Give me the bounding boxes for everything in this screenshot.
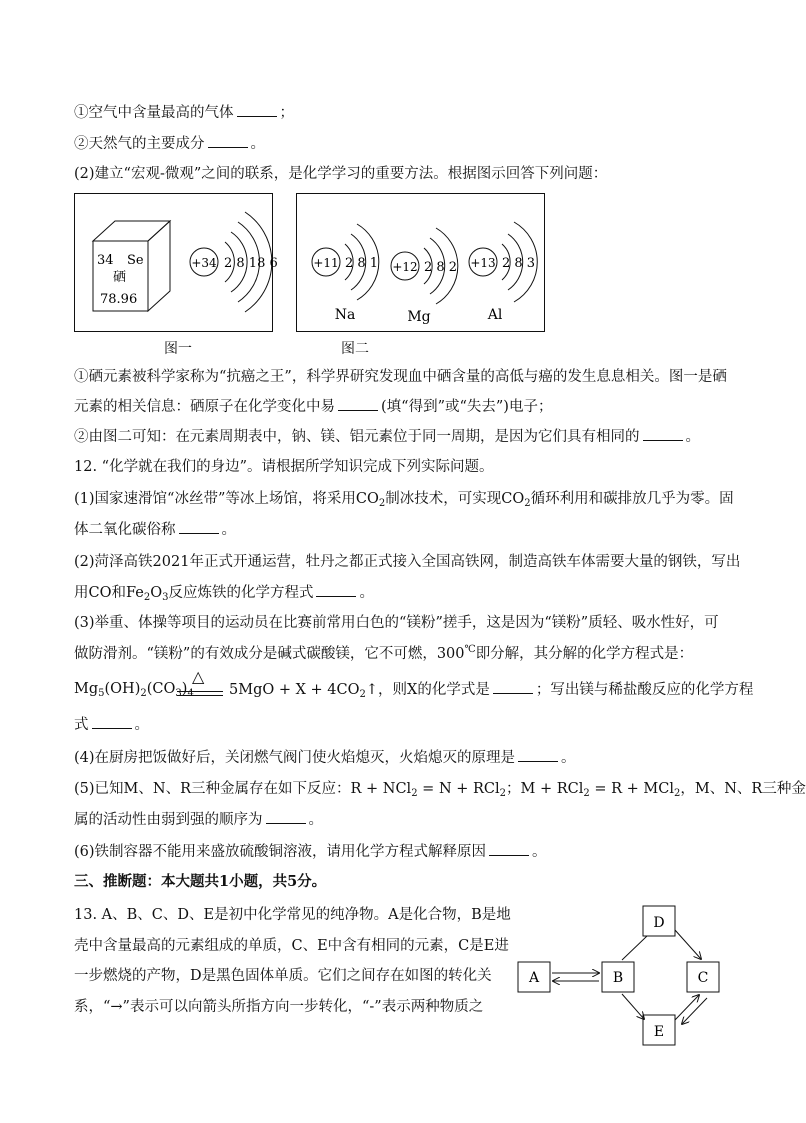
mg-shells: 2 8 2 — [424, 260, 458, 275]
text: 反应炼铁的化学方程式 — [168, 585, 314, 601]
answer-blank[interactable] — [179, 520, 219, 534]
answer-blank[interactable] — [338, 397, 378, 411]
question-text: ②由图二可知：在元素周期表中，钠、镁、铝元素位于同一周期，是因为它们具有相同的 — [74, 429, 640, 445]
atomic-mass: 78.96 — [100, 292, 138, 307]
na-label: Na — [334, 307, 356, 323]
answer-blank[interactable] — [518, 748, 558, 762]
subscript: 2 — [583, 788, 590, 799]
answer-blank[interactable] — [643, 427, 683, 441]
text: 用CO和Fe — [74, 585, 144, 601]
al-nucleus: +13 — [470, 256, 496, 270]
node-a-label: A — [528, 970, 540, 986]
atom-structures — [297, 194, 544, 331]
text: 做防滑剂。“镁粉”的有效成分是碱式碳酸镁，它不可燃，300 — [74, 646, 465, 662]
node-b-label: B — [612, 970, 624, 986]
mg-nucleus: +12 — [392, 260, 418, 274]
mg-label: Mg — [407, 309, 431, 325]
punctuation: 。 — [134, 717, 149, 733]
punctuation: 。 — [685, 429, 700, 445]
question-text: ①空气中含量最高的气体 — [74, 105, 234, 121]
text: ，M、N、R三种金 — [680, 781, 806, 797]
subscript: 2 — [524, 498, 531, 509]
answer-blank[interactable] — [92, 715, 132, 729]
figure-1-selenium — [74, 193, 278, 332]
arrow-d-to-c — [675, 930, 701, 959]
text: = R + MCl — [589, 781, 675, 797]
text: ；写出镁与稀盐酸反应的化学方程 — [535, 682, 754, 698]
text: 式 — [74, 717, 89, 733]
subscript: 2 — [411, 788, 418, 799]
selenium-line-1: ①硒元素被科学家称为“抗癌之王”，科学界研究发现血中硒含量的高低与癌的发生息息相关。图一是硒 — [74, 369, 727, 385]
text: 5MgO + X + 4CO — [229, 682, 360, 698]
selenium-line-3 — [74, 427, 700, 446]
text: 体二氧化碳俗称 — [74, 522, 176, 538]
punctuation: 。 — [359, 585, 374, 601]
subscript: 2 — [674, 788, 681, 799]
q12-part-3-line-4 — [74, 715, 149, 734]
text: ) — [181, 681, 188, 697]
q13-line-1: 13. A、B、C、D、E是初中化学常见的纯净物。A是化合物，B是地 — [74, 907, 511, 923]
text: (OH) — [104, 681, 141, 697]
punctuation: 。 — [221, 522, 236, 538]
section-3-heading: 三、推断题：本大题共1小题，共5分。 — [74, 873, 327, 890]
answer-blank[interactable] — [266, 810, 306, 824]
figure-2-atoms — [296, 193, 545, 332]
node-d-label: D — [653, 915, 665, 931]
selenium-line-2 — [74, 397, 552, 416]
answer-blank[interactable] — [493, 680, 533, 694]
q13-line-4: 系，“→”表示可以向箭头所指方向一步转化，“-”表示两种物质之 — [74, 999, 484, 1015]
q12-part-1-line-1 — [74, 490, 734, 508]
conversion-diagram — [510, 900, 740, 1055]
nucleus-charge: +34 — [191, 256, 217, 270]
arrow-b-to-e — [622, 994, 644, 1019]
q12-part-3-line-2 — [74, 645, 693, 663]
al-label: Al — [487, 307, 503, 323]
figure-2-caption: 图二 — [341, 341, 369, 357]
text: 属的活动性由弱到强的顺序为 — [74, 812, 263, 828]
q13-line-2: 壳中含量最高的元素组成的单质，C、E中含有相同的元素，C是E进 — [74, 938, 509, 954]
al-shells: 2 8 3 — [502, 256, 536, 271]
text: ↑，则X的化学式是 — [365, 682, 490, 698]
question-12-title: 12. “化学就在我们的身边”。请根据所学知识完成下列实际问题。 — [74, 459, 494, 475]
arrow-e-to-c — [675, 995, 699, 1020]
q12-part-5-line-1 — [74, 780, 806, 798]
answer-blank[interactable] — [316, 583, 356, 597]
q12-part-2-line-2 — [74, 583, 374, 602]
text: (CO — [146, 681, 176, 697]
text: O — [150, 585, 163, 601]
answer-blank[interactable] — [208, 134, 248, 148]
subscript: 2 — [499, 788, 507, 799]
q12-part-3-line-1: (3)举重、体操等项目的运动员在比赛前常用白色的“镁粉”搓手，这是因为“镁粉”质轻、吸水性好，可 — [74, 615, 719, 631]
electron-shells: 2 8 18 6 — [224, 256, 278, 271]
subscript: 2 — [140, 688, 147, 699]
text: 循环利用和碳排放几乎为零。固 — [530, 491, 734, 507]
na-nucleus: +11 — [313, 256, 339, 270]
equation-left — [74, 680, 194, 698]
selenium-diagram — [75, 194, 278, 331]
subscript: 2 — [378, 498, 386, 509]
q12-part-4 — [74, 748, 576, 767]
node-c-label: C — [697, 970, 709, 986]
punctuation: 。 — [532, 844, 547, 860]
question-text: (填“得到”或“失去”)电子； — [381, 399, 553, 415]
heat-triangle-icon: △ — [192, 667, 205, 686]
answer-blank[interactable] — [489, 842, 529, 856]
question-text: 元素的相关信息：硒原子在化学变化中易 — [74, 399, 335, 415]
equals-double-line — [177, 691, 223, 696]
arrow-c-to-e — [682, 998, 707, 1024]
question-air — [74, 103, 294, 122]
punctuation: 。 — [308, 812, 323, 828]
q13-line-3: 一步燃烧的产物，D是黑色固体单质。它们之间存在如图的转化关 — [74, 968, 492, 984]
subscript: 2 — [359, 689, 366, 700]
subscript: 5 — [98, 688, 105, 699]
subscript: 3 — [162, 592, 169, 603]
node-e-label: E — [653, 1024, 665, 1040]
text: (6)铁制容器不能用来盛放硫酸铜溶液，请用化学方程式解释原因 — [74, 844, 487, 860]
question-natural-gas — [74, 134, 265, 153]
figure-1-caption: 图一 — [164, 341, 192, 357]
text: (5)已知M、N、R三种金属存在如下反应：R + NCl — [74, 781, 412, 797]
question-2-intro: (2)建立“宏观-微观”之间的联系，是化学学习的重要方法。根据图示回答下列问题： — [74, 166, 608, 182]
text: (4)在厨房把饭做好后，关闭燃气阀门使火焰熄灭，火焰熄灭的原理是 — [74, 750, 516, 766]
degree-symbol: ℃ — [464, 644, 476, 655]
punctuation: 。 — [561, 750, 576, 766]
na-shells: 2 8 1 — [345, 256, 379, 271]
question-text: ②天然气的主要成分 — [74, 136, 205, 152]
subscript: 2 — [143, 592, 151, 603]
equation-right — [229, 680, 753, 699]
answer-blank[interactable] — [237, 103, 277, 117]
link-b-d — [622, 936, 647, 960]
q12-part-6 — [74, 842, 547, 861]
text: = N + RCl — [417, 781, 500, 797]
q12-part-5-line-2 — [74, 810, 323, 829]
text: 即分解，其分解的化学方程式是： — [475, 646, 694, 662]
element-symbol: Se — [127, 253, 144, 268]
text: Mg — [74, 681, 99, 697]
text: (1)国家速滑馆“冰丝带”等冰上场馆，将采用CO — [74, 491, 379, 507]
subscript: 4 — [187, 688, 194, 699]
punctuation: ； — [279, 105, 294, 121]
subscript: 3 — [175, 688, 182, 699]
punctuation: 。 — [250, 136, 265, 152]
q12-part-1-line-2 — [74, 520, 236, 539]
element-name: 硒 — [113, 270, 127, 285]
text: ；M + RCl — [506, 781, 584, 797]
atomic-number: 34 — [97, 253, 114, 268]
text: 制冰技术，可实现CO — [385, 491, 525, 507]
q12-part-2-line-1: (2)菏泽高铁2021年正式开通运营，牡丹之都正式接入全国高铁网，制造高铁车体需要大量的钢铁，写出 — [74, 554, 741, 570]
